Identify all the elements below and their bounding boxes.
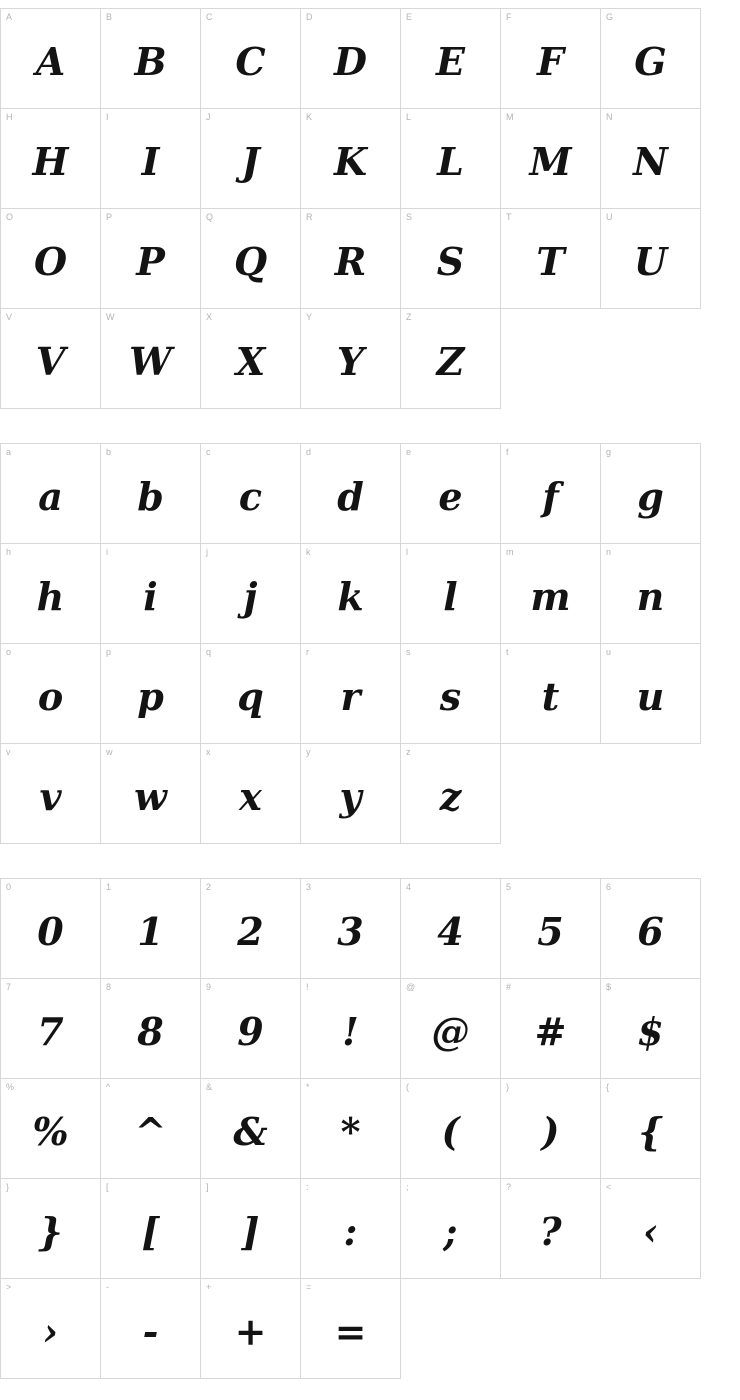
glyph-cell-character: : [343, 1209, 358, 1254]
glyph-cell-character: f [542, 474, 559, 519]
glyph-cell-label: o [6, 647, 12, 657]
glyph-cell[interactable] [201, 1279, 301, 1379]
glyph-cell-character: h [36, 574, 65, 619]
glyph-cell[interactable] [501, 9, 601, 109]
glyph-cell-label: p [106, 647, 112, 657]
glyph-cell-character: [ [141, 1209, 160, 1254]
glyph-cell-label: J [206, 112, 211, 122]
glyph-cell-character: A [35, 39, 66, 84]
glyph-cell[interactable] [601, 109, 701, 209]
glyph-cell-label: h [6, 547, 12, 557]
glyph-cell-empty [601, 309, 701, 409]
glyph-cell-character: & [233, 1109, 268, 1154]
glyph-cell[interactable] [101, 1179, 201, 1279]
glyph-cell[interactable] [401, 544, 501, 644]
glyph-cell-character: R [334, 239, 367, 284]
glyph-cell-label: Y [306, 312, 313, 322]
glyph-section-digits-and-symbols [0, 878, 740, 1379]
glyph-cell-label: : [306, 1182, 309, 1192]
glyph-cell-character: F [537, 39, 564, 84]
glyph-cell-label: w [106, 747, 113, 757]
glyph-cell-character: O [33, 239, 68, 284]
glyph-cell-label: A [6, 12, 13, 22]
glyph-cell-label: x [206, 747, 211, 757]
glyph-cell-label: ( [406, 1082, 409, 1092]
glyph-cell[interactable] [101, 1079, 201, 1179]
glyph-grid [0, 878, 701, 1379]
section-spacer [0, 409, 740, 443]
glyph-cell-character: { [638, 1109, 663, 1154]
glyph-cell[interactable] [501, 879, 601, 979]
glyph-cell-label: i [106, 547, 108, 557]
glyph-cell-character: v [39, 774, 62, 819]
glyph-cell-label: I [106, 112, 109, 122]
glyph-cell-label: B [106, 12, 113, 22]
glyph-cell-character: @ [431, 1009, 470, 1054]
glyph-cell[interactable] [401, 444, 501, 544]
glyph-cell[interactable] [1, 879, 101, 979]
glyph-cell[interactable] [101, 644, 201, 744]
glyph-cell-label: & [206, 1082, 213, 1092]
glyph-cell-label: - [106, 1282, 109, 1292]
glyph-cell-character: N [633, 139, 668, 184]
glyph-cell-label: @ [406, 982, 416, 992]
glyph-cell-character: J [241, 139, 260, 184]
glyph-cell-character: 7 [37, 1009, 64, 1054]
glyph-cell[interactable] [1, 209, 101, 309]
glyph-cell-label: F [506, 12, 512, 22]
glyph-cell[interactable] [201, 1079, 301, 1179]
glyph-cell-label: U [606, 212, 613, 222]
glyph-cell-label: ! [306, 982, 309, 992]
glyph-cell-character: Q [233, 239, 268, 284]
glyph-cell-character: ^ [134, 1109, 167, 1154]
glyph-cell-character: t [541, 674, 560, 719]
glyph-section-uppercase-letters [0, 8, 740, 409]
glyph-cell-empty [601, 1279, 701, 1379]
glyph-section-lowercase-letters [0, 443, 740, 844]
glyph-cell[interactable] [301, 1179, 401, 1279]
glyph-cell-label: [ [106, 1182, 109, 1192]
glyph-cell-character: 2 [237, 909, 264, 954]
glyph-cell[interactable] [501, 979, 601, 1079]
glyph-cell[interactable] [1, 644, 101, 744]
glyph-cell-character: ] [241, 1209, 260, 1254]
glyph-cell[interactable] [1, 309, 101, 409]
glyph-cell[interactable] [301, 1279, 401, 1379]
glyph-cell-label: 8 [106, 982, 112, 992]
glyph-cell-character: K [333, 139, 368, 184]
glyph-cell-label: t [506, 647, 509, 657]
glyph-cell-character: I [141, 139, 160, 184]
glyph-cell-label: ] [206, 1182, 209, 1192]
glyph-cell[interactable] [401, 979, 501, 1079]
glyph-grid [0, 443, 701, 844]
glyph-cell-character: $ [637, 1009, 664, 1054]
glyph-cell-character: * [340, 1109, 361, 1154]
glyph-cell-label: j [206, 547, 208, 557]
glyph-cell[interactable] [301, 209, 401, 309]
glyph-cell[interactable] [401, 1179, 501, 1279]
glyph-cell-empty [501, 744, 601, 844]
glyph-cell-label: + [206, 1282, 212, 1292]
glyph-cell[interactable] [101, 744, 201, 844]
glyph-cell-character: m [530, 574, 571, 619]
glyph-cell-label: K [306, 112, 313, 122]
glyph-cell-character: D [334, 39, 367, 84]
glyph-cell-character: ! [342, 1009, 359, 1054]
glyph-cell-character: 9 [237, 1009, 264, 1054]
glyph-cell[interactable] [301, 744, 401, 844]
glyph-cell[interactable] [201, 744, 301, 844]
glyph-grid [0, 8, 701, 409]
glyph-cell-label: M [506, 112, 514, 122]
glyph-cell-label: l [406, 547, 408, 557]
glyph-cell-character: ) [541, 1109, 560, 1154]
glyph-cell-character: = [334, 1309, 367, 1354]
glyph-cell[interactable] [401, 644, 501, 744]
glyph-cell-label: 1 [106, 882, 112, 892]
glyph-cell-label: 7 [6, 982, 12, 992]
glyph-cell-label: b [106, 447, 112, 457]
glyph-cell-empty [501, 309, 601, 409]
glyph-cell[interactable] [201, 879, 301, 979]
glyph-cell[interactable] [601, 209, 701, 309]
glyph-cell[interactable] [101, 109, 201, 209]
glyph-cell-character: # [534, 1009, 567, 1054]
glyph-cell-label: n [606, 547, 612, 557]
glyph-cell[interactable] [401, 1079, 501, 1179]
glyph-cell-character: 5 [537, 909, 564, 954]
glyph-cell[interactable] [201, 9, 301, 109]
glyph-cell-character: C [235, 39, 266, 84]
glyph-cell-label: V [6, 312, 13, 322]
glyph-cell-empty [601, 744, 701, 844]
glyph-cell[interactable] [601, 879, 701, 979]
glyph-cell[interactable] [101, 879, 201, 979]
glyph-cell-label: * [306, 1082, 310, 1092]
glyph-cell[interactable] [201, 444, 301, 544]
glyph-cell-character: W [129, 339, 172, 384]
glyph-cell-empty [501, 1279, 601, 1379]
glyph-cell[interactable] [201, 309, 301, 409]
glyph-cell-label: N [606, 112, 613, 122]
glyph-cell[interactable] [601, 444, 701, 544]
glyph-cell-label: E [406, 12, 413, 22]
glyph-cell-character: G [634, 39, 667, 84]
glyph-cell-character: a [38, 474, 63, 519]
glyph-cell-label: ? [506, 1182, 512, 1192]
glyph-cell-character: g [637, 474, 664, 519]
glyph-cell-label: $ [606, 982, 612, 992]
glyph-cell-character: i [143, 574, 158, 619]
glyph-cell-character: } [38, 1209, 63, 1254]
glyph-cell-label: O [6, 212, 14, 222]
glyph-cell-character: U [633, 239, 668, 284]
glyph-cell-label: 0 [6, 882, 12, 892]
glyph-cell[interactable] [601, 1179, 701, 1279]
glyph-cell[interactable] [301, 544, 401, 644]
glyph-cell-label: c [206, 447, 211, 457]
glyph-cell[interactable] [101, 309, 201, 409]
glyph-cell-label: C [206, 12, 213, 22]
glyph-cell-label: k [306, 547, 311, 557]
glyph-cell-character: E [436, 39, 465, 84]
glyph-cell[interactable] [501, 644, 601, 744]
glyph-cell-character: B [134, 39, 167, 84]
glyph-cell-label: a [6, 447, 12, 457]
glyph-cell-character: b [137, 474, 164, 519]
glyph-cell-character: 1 [137, 909, 164, 954]
glyph-cell[interactable] [1, 979, 101, 1079]
glyph-cell-character: ‹ [642, 1209, 659, 1254]
glyph-cell-character: H [32, 139, 69, 184]
glyph-cell[interactable] [101, 979, 201, 1079]
glyph-cell[interactable] [301, 9, 401, 109]
glyph-cell-character: T [536, 239, 565, 284]
glyph-cell[interactable] [501, 544, 601, 644]
glyph-cell[interactable] [501, 444, 601, 544]
glyph-cell-label: X [206, 312, 213, 322]
glyph-cell[interactable] [601, 1079, 701, 1179]
glyph-cell-label: 4 [406, 882, 412, 892]
section-spacer [0, 844, 740, 878]
glyph-cell-label: W [106, 312, 115, 322]
glyph-cell[interactable] [1, 9, 101, 109]
glyph-cell-label: f [506, 447, 509, 457]
glyph-cell[interactable] [1, 444, 101, 544]
glyph-cell-label: 5 [506, 882, 512, 892]
glyph-cell-label: = [306, 1282, 312, 1292]
glyph-cell-character: x [239, 774, 262, 819]
glyph-cell[interactable] [201, 979, 301, 1079]
glyph-cell-character: V [35, 339, 66, 384]
glyph-cell-character: s [439, 674, 462, 719]
glyph-cell[interactable] [601, 9, 701, 109]
glyph-cell-character: + [234, 1309, 267, 1354]
glyph-cell[interactable] [1, 109, 101, 209]
glyph-cell[interactable] [401, 744, 501, 844]
glyph-cell-character: 3 [337, 909, 364, 954]
glyph-cell-label: { [606, 1082, 610, 1092]
glyph-cell[interactable] [301, 109, 401, 209]
glyph-cell[interactable] [101, 209, 201, 309]
glyph-cell[interactable] [201, 109, 301, 209]
glyph-cell-character: ? [539, 1209, 562, 1254]
glyph-cell[interactable] [501, 209, 601, 309]
glyph-cell[interactable] [1, 1079, 101, 1179]
glyph-cell-label: ) [506, 1082, 509, 1092]
glyph-cell-label: H [6, 112, 13, 122]
glyph-cell[interactable] [301, 309, 401, 409]
glyph-cell-label: e [406, 447, 412, 457]
glyph-cell-character: S [436, 239, 465, 284]
glyph-cell-label: > [6, 1282, 12, 1292]
glyph-cell[interactable] [401, 879, 501, 979]
glyph-cell-character: c [238, 474, 263, 519]
glyph-cell-label: < [606, 1182, 612, 1192]
glyph-cell-character: Z [436, 339, 465, 384]
glyph-cell[interactable] [101, 1279, 201, 1379]
glyph-cell[interactable] [501, 1179, 601, 1279]
glyph-cell-character: % [32, 1109, 69, 1154]
glyph-cell-character: u [636, 674, 665, 719]
glyph-cell[interactable] [601, 979, 701, 1079]
glyph-cell-label: s [406, 647, 411, 657]
glyph-cell-label: z [406, 747, 411, 757]
glyph-cell-character: l [443, 574, 458, 619]
glyph-cell-label: G [606, 12, 614, 22]
glyph-cell-character: p [137, 674, 164, 719]
glyph-cell[interactable] [1, 544, 101, 644]
glyph-cell-label: 3 [306, 882, 312, 892]
glyph-cell-label: ^ [106, 1082, 111, 1092]
glyph-cell-character: r [340, 674, 361, 719]
glyph-cell[interactable] [101, 9, 201, 109]
glyph-cell[interactable] [301, 979, 401, 1079]
glyph-cell-character: 6 [637, 909, 664, 954]
glyph-cell-label: T [506, 212, 512, 222]
glyph-cell-label: S [406, 212, 413, 222]
glyph-cell-label: P [106, 212, 113, 222]
glyph-cell-character: e [438, 474, 463, 519]
glyph-cell[interactable] [401, 109, 501, 209]
glyph-cell[interactable] [1, 1279, 101, 1379]
glyph-cell-character: k [337, 574, 364, 619]
glyph-cell-empty [401, 1279, 501, 1379]
glyph-cell-character: L [437, 139, 464, 184]
glyph-cell-character: j [243, 574, 258, 619]
glyph-cell[interactable] [101, 444, 201, 544]
glyph-cell[interactable] [301, 1079, 401, 1179]
glyph-cell-label: % [6, 1082, 15, 1092]
glyph-cell[interactable] [501, 1079, 601, 1179]
glyph-cell-character: X [235, 339, 266, 384]
glyph-cell[interactable] [301, 644, 401, 744]
glyph-cell-character: Y [336, 339, 365, 384]
glyph-cell-label: d [306, 447, 312, 457]
glyph-cell[interactable] [601, 544, 701, 644]
glyph-cell-character: - [142, 1309, 159, 1354]
glyph-cell-label: 6 [606, 882, 612, 892]
glyph-cell[interactable] [401, 9, 501, 109]
glyph-cell[interactable] [201, 544, 301, 644]
glyph-cell-label: u [606, 647, 612, 657]
glyph-cell-label: m [506, 547, 514, 557]
glyph-cell-label: g [606, 447, 612, 457]
glyph-cell-label: v [6, 747, 11, 757]
glyph-cell-character: M [529, 139, 572, 184]
glyph-cell-character: z [439, 774, 462, 819]
glyph-cell[interactable] [301, 444, 401, 544]
glyph-cell-character: ; [443, 1209, 458, 1254]
glyph-cell-label: y [306, 747, 311, 757]
glyph-cell-label: r [306, 647, 309, 657]
glyph-cell[interactable] [201, 209, 301, 309]
glyph-cell-character: 4 [437, 909, 464, 954]
glyph-cell[interactable] [501, 109, 601, 209]
glyph-sections [0, 8, 740, 1379]
glyph-cell-character: w [134, 774, 167, 819]
glyph-cell-label: R [306, 212, 313, 222]
glyph-cell-label: 2 [206, 882, 212, 892]
glyph-cell-label: # [506, 982, 512, 992]
glyph-cell[interactable] [301, 879, 401, 979]
glyph-cell[interactable] [401, 209, 501, 309]
glyph-cell-label: ; [406, 1182, 409, 1192]
glyph-cell-label: L [406, 112, 412, 122]
glyph-cell[interactable] [601, 644, 701, 744]
glyph-cell-character: 0 [37, 909, 64, 954]
glyph-cell[interactable] [1, 744, 101, 844]
glyph-cell-character: ( [441, 1109, 460, 1154]
glyph-cell-character: y [339, 774, 362, 819]
glyph-cell-label: q [206, 647, 212, 657]
glyph-cell-character: › [42, 1309, 59, 1354]
glyph-cell-character: d [337, 474, 364, 519]
glyph-cell[interactable] [1, 1179, 101, 1279]
glyph-cell[interactable] [201, 1179, 301, 1279]
glyph-cell-label: 9 [206, 982, 212, 992]
glyph-cell-character: o [37, 674, 64, 719]
glyph-cell-character: n [636, 574, 665, 619]
top-spacer [0, 0, 740, 8]
glyph-cell-character: q [237, 674, 264, 719]
glyph-cell-label: D [306, 12, 313, 22]
glyph-cell[interactable] [401, 309, 501, 409]
glyph-cell-character: 8 [137, 1009, 164, 1054]
glyph-cell[interactable] [201, 644, 301, 744]
glyph-cell[interactable] [101, 544, 201, 644]
glyph-cell-label: } [6, 1182, 10, 1192]
glyph-cell-label: Q [206, 212, 214, 222]
glyph-cell-label: Z [406, 312, 412, 322]
glyph-cell-character: P [136, 239, 165, 284]
